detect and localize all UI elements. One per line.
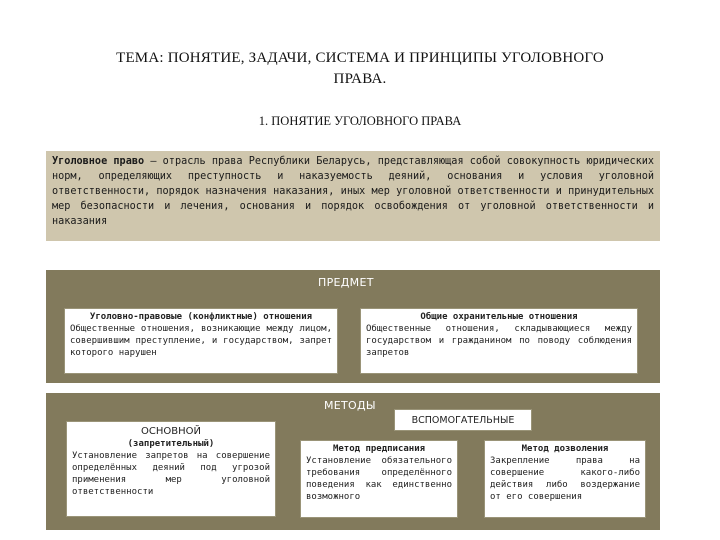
- methods-panel: [46, 393, 660, 530]
- definition-term: Уголовное право: [52, 156, 145, 167]
- main-method-heading: (запретительный): [127, 439, 215, 449]
- page-title-line-1: ТЕМА: ПОНЯТИЕ, ЗАДАЧИ, СИСТЕМА И ПРИНЦИПЫ УГОЛОВНОГО: [116, 50, 604, 66]
- subject-conflict-body: Общественные отношения, возникающие между лицом, совершившим преступление, и государством, запрет которого нарушен: [70, 324, 332, 358]
- subject-conflict-box: [64, 308, 338, 374]
- subject-panel: [46, 270, 660, 383]
- page-title: [60, 48, 660, 90]
- permission-method-box: [484, 440, 646, 518]
- subject-protective-body: Общественные отношения, складывающиеся между государством и гражданином по поводу соблюдения запретов: [366, 324, 632, 358]
- section-heading: 1. ПОНЯТИЕ УГОЛОВНОГО ПРАВА: [258, 114, 462, 128]
- prescription-method-box: [300, 440, 458, 518]
- subject-protective-box: [360, 308, 638, 374]
- definition-text: – отрасль права Республики Беларусь, представляющая собой совокупность юридических норм, определяющих преступность и наказуемость деяний, основания и условия уголовной ответственности, порядок назначения наказания, иных мер уголовной ответственности и принудительных мер безопасности и лечения, основания и порядок освобождения от уголовной ответственности и наказания: [52, 156, 654, 227]
- subject-conflict-heading: Уголовно-правовые (конфликтные) отношения: [89, 312, 313, 322]
- prescription-method-heading: Метод предписания: [332, 444, 426, 454]
- subject-title: ПРЕДМЕТ: [318, 276, 374, 289]
- page-title-line-2: ПРАВА.: [333, 71, 387, 87]
- subject-protective-heading: Общие охранительные отношения: [420, 312, 578, 322]
- prescription-method-body: Установление обязательного требования определённого поведения как единственно возможного: [306, 456, 452, 502]
- main-method-box: [66, 421, 276, 517]
- definition-box: [46, 151, 660, 241]
- permission-method-body: Закрепление права на совершение какого-либо действия либо воздержание от его совершения: [490, 456, 640, 502]
- main-method-label: ОСНОВНОЙ: [141, 426, 201, 437]
- methods-title: МЕТОДЫ: [324, 399, 376, 412]
- auxiliary-methods-label: ВСПОМОГАТЕЛЬНЫЕ: [394, 409, 532, 431]
- permission-method-heading: Метод дозволения: [521, 444, 609, 454]
- main-method-body: Установление запретов на совершение определённых деяний под угрозой применения мер уголовной ответственности: [72, 451, 270, 497]
